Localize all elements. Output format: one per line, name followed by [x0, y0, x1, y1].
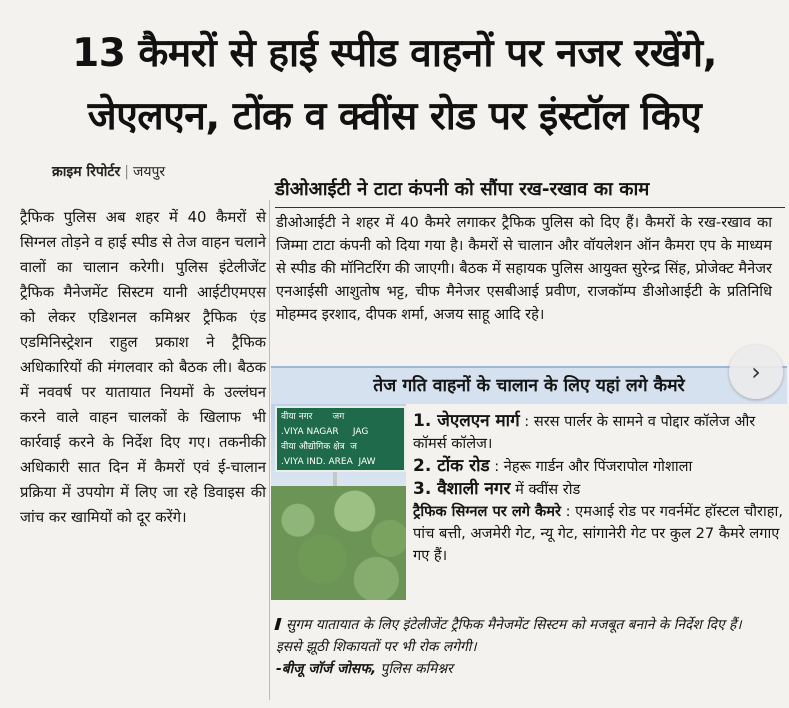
main-story-text: ट्रैफिक पुलिस अब शहर में 40 कैमरों से सिग्नल तोड़ने व हाई स्पीड से तेज वाहन चलाने वालों का चालान करेगी। पुलिस इंटेलीजेंट ट्रैफिक मैनेजमेंट सिस्टम यानी आईटीएमएस को लेकर एडिशनल कमिश्नर ट्रैफिक एंड एडमिनिस्ट्रेशन राहुल प्रकाश ने ट्रैफिक अधिकारियों की मंगलवार को बैठक ली। बैठक में नववर्ष पर यातायात नियमों के उल्लंघन करने वाले वाहन चालकों के खिलाफ भी कार्रवाई करने के निर्देश दिए गए। तकनीकी अधिकारी सात दिन में कैमरों एवं ई-चालान प्रक्रिया में उपयोग में लिए जा रहे डिवाइस की जांच कर खामियों को दूर करेंगे। — [20, 209, 266, 526]
camera-location-item — [413, 478, 783, 501]
chevron-right-icon: › — [751, 358, 761, 386]
byline-separator: | — [124, 164, 129, 180]
next-page-button[interactable] — [729, 345, 783, 399]
sign-right-3: ज — [350, 442, 357, 452]
sign-line-3: वीया औद्योगिक क्षेत्र — [281, 442, 345, 452]
byline-reporter: क्राइम रिपोर्टर — [52, 164, 121, 180]
commissioner-quote — [276, 614, 766, 680]
sub-story-text: डीओआईटी ने शहर में 40 कैमरे लगाकर ट्रैफिक पुलिस को दिए हैं। कैमरों के रख-रखाव का जिम्मा टाटा कंपनी को दिया गया है। कैमरों से चालान और वॉयलेशन ऑन कैमरा एप के माध्यम से स्पीड की मॉनिटरिंग की जाएगी। बैठक में सहायक पुलिस आयुक्त सुरेन्द्र सिंह, प्रोजेक्ट मैनेजर एनआईसी आशुतोष भट्ट, चीफ मैनेजर एसबीआई प्रवीण, राजकॉम्प डीओआईटी के प्रतिनिधि मोहम्मद इरशाद, दीपक शर्मा, अजय साहू आदि रहे। — [276, 214, 772, 323]
quote-author-role: पुलिस कमिश्नर — [380, 661, 453, 677]
sign-line-1: वीया नगर — [281, 412, 313, 422]
headline-line-1: 13 कैमरों से हाई स्पीड वाहनों पर नजर रखेंगे, — [72, 31, 717, 76]
sign-right-2: JAG — [352, 427, 369, 437]
camera-location-item — [413, 410, 783, 455]
camera-location-label: 1. जेएलएन मार्ग — [413, 411, 520, 431]
quote-author: -बीजू जॉर्ज जोसफ, — [276, 661, 377, 677]
road-sign — [275, 406, 406, 472]
signal-camera-label: ट्रैफिक सिग्नल पर लगे कैमरे — [413, 503, 561, 520]
road-sign-photo — [271, 404, 406, 600]
sub-story-heading: डीओआईटी ने टाटा कंपनी को सौंपा रख-रखाव का काम — [275, 176, 785, 208]
camera-location-label: 3. वैशाली नगर — [413, 479, 511, 499]
main-story-column — [20, 205, 266, 530]
sign-right-1: जग — [332, 412, 345, 422]
photo-trees — [271, 486, 406, 600]
byline-city: जयपुर — [132, 164, 166, 180]
camera-location-detail: में क्वींस रोड — [515, 481, 581, 498]
column-divider — [269, 200, 270, 700]
byline — [52, 162, 165, 181]
sub-story-body — [276, 211, 772, 326]
camera-location-detail: : नेहरू गार्डन और पिंजरापोल गोशाला — [494, 458, 693, 475]
camera-location-label: 2. टोंक रोड — [413, 456, 490, 476]
sign-line-4: .VIYA IND. AREA — [281, 457, 353, 467]
sign-line-2: .VIYA NAGAR — [281, 427, 339, 437]
camera-location-detail: : सरस पार्लर के सामने व पोद्दार कॉलेज और कॉमर्स कॉलेज। — [413, 413, 756, 452]
camera-box-title: तेज गति वाहनों के चालान के लिए यहां लगे कैमरे — [271, 368, 787, 404]
quote-mark-icon — [274, 618, 281, 630]
sign-right-4: JAW — [358, 457, 376, 467]
camera-location-list — [413, 410, 783, 567]
signal-camera-note — [413, 501, 783, 567]
quote-text: सुगम यातायात के लिए इंटेलीजेंट ट्रैफिक मैनेजमेंट सिस्टम को मजबूत बनाने के निर्देश दिए हैं। इससे झूठी शिकायतों पर भी रोक लगेगी। — [276, 617, 742, 655]
signal-camera-detail: : एमआई रोड पर गवर्नमेंट हॉस्टल चौराहा, पांच बत्ती, अजमेरी गेट, न्यू गेट, सांगानेरी गेट पर कुल 27 कैमरे लगाए गए हैं। — [413, 503, 783, 564]
headline-line-2: जेएलएन, टोंक व क्वींस रोड पर इंस्टॉल किए — [87, 94, 702, 139]
camera-location-item — [413, 455, 783, 478]
